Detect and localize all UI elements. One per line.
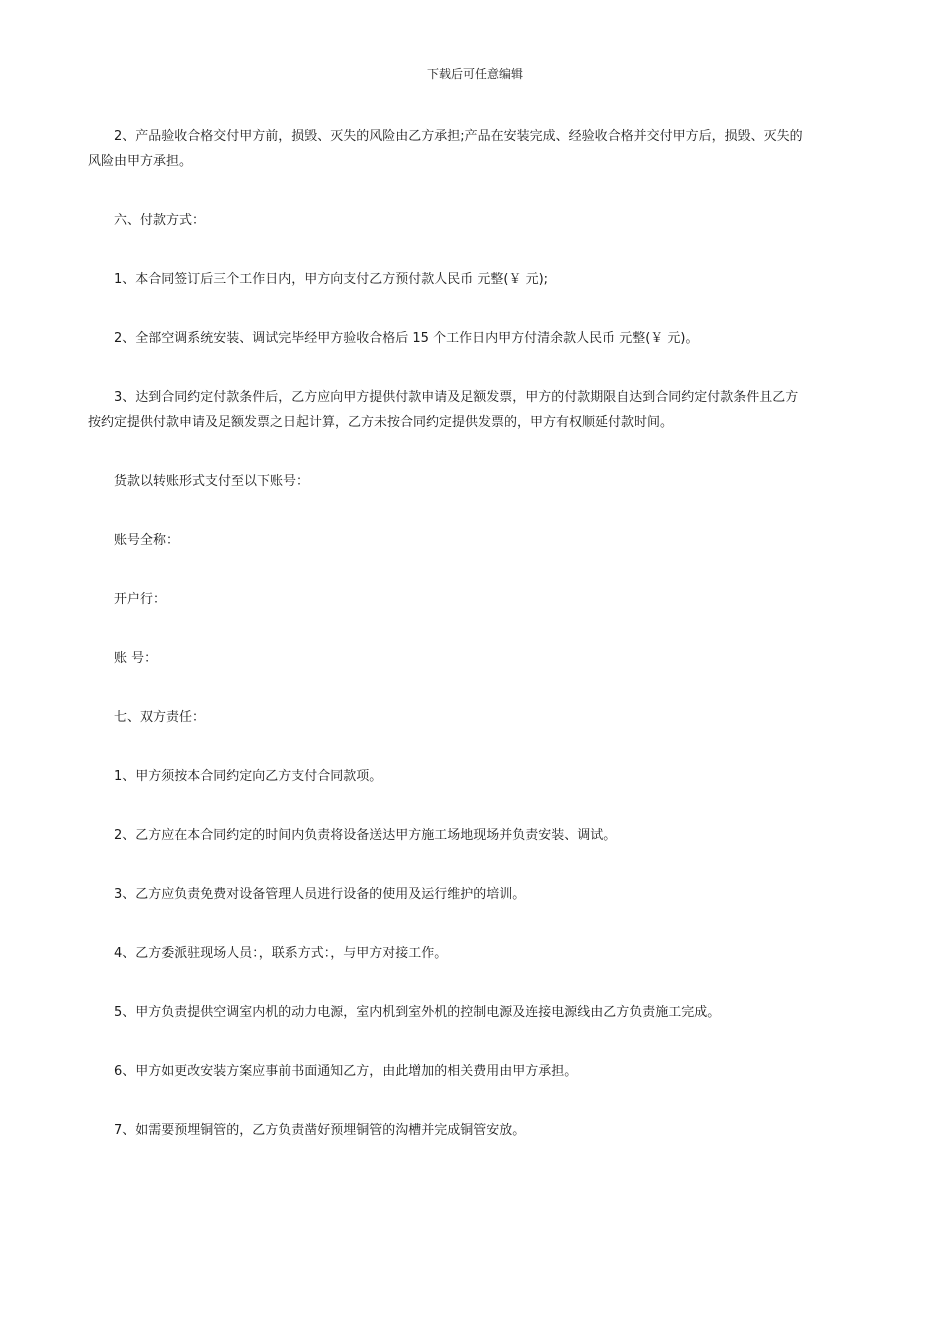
paragraph-gap: [88, 789, 878, 823]
paragraph: [88, 705, 878, 730]
paragraph: [88, 1059, 878, 1084]
paragraph-gap: [88, 435, 878, 469]
paragraph: [88, 124, 878, 174]
paragraph-gap: [88, 1025, 878, 1059]
paragraph: [88, 646, 878, 671]
paragraph-line: 账 号：: [114, 651, 158, 666]
page-header: 下载后可任意编辑: [426, 67, 523, 81]
paragraph: [88, 1118, 878, 1143]
paragraph-line: 六、付款方式：: [114, 213, 206, 228]
paragraph-gap: [88, 351, 878, 385]
paragraph-line: 账号全称：: [114, 533, 180, 548]
paragraph: [88, 267, 878, 292]
paragraph-line: 2、产品验收合格交付甲方前，损毁、灭失的风险由乙方承担;产品在安装完成、经验收合格并交付甲方后，损毁、灭失的: [114, 129, 803, 144]
paragraph: [88, 528, 878, 553]
paragraph: [88, 764, 878, 789]
paragraph-gap: [88, 292, 878, 326]
paragraph: [88, 882, 878, 907]
paragraph: [88, 587, 878, 612]
paragraph-line: 2、全部空调系统安装、调试完毕经甲方验收合格后 15 个工作日内甲方付清余款人民币 元整(￥ 元)。: [114, 331, 699, 346]
paragraph-line: 6、甲方如更改安装方案应事前书面通知乙方，由此增加的相关费用由甲方承担。: [114, 1064, 578, 1079]
paragraph-gap: [88, 848, 878, 882]
paragraph-line: 5、甲方负责提供空调室内机的动力电源，室内机到室外机的控制电源及连接电源线由乙方负责施工完成。: [114, 1005, 721, 1020]
document-body: [88, 124, 878, 1143]
paragraph: [88, 326, 878, 351]
paragraph-gap: [88, 174, 878, 208]
paragraph: [88, 823, 878, 848]
paragraph-gap: [88, 730, 878, 764]
paragraph-line: 开户行：: [114, 592, 167, 607]
paragraph-line: 七、双方责任：: [114, 710, 206, 725]
paragraph: [88, 469, 878, 494]
paragraph: [88, 1000, 878, 1025]
paragraph-gap: [88, 553, 878, 587]
paragraph-gap: [88, 612, 878, 646]
paragraph-line: 货款以转账形式支付至以下账号：: [114, 474, 310, 489]
paragraph-gap: [88, 907, 878, 941]
paragraph-gap: [88, 494, 878, 528]
paragraph-line: 7、如需要预埋铜管的，乙方负责凿好预埋铜管的沟槽并完成铜管安放。: [114, 1123, 526, 1138]
paragraph: [88, 208, 878, 233]
paragraph-line: 3、达到合同约定付款条件后，乙方应向甲方提供付款申请及足额发票，甲方的付款期限自达到合同约定付款条件且乙方: [114, 390, 799, 405]
paragraph-line: 按约定提供付款申请及足额发票之日起计算，乙方未按合同约定提供发票的，甲方有权顺延付款时间。: [88, 415, 674, 430]
paragraph-line: 1、甲方须按本合同约定向乙方支付合同款项。: [114, 769, 383, 784]
paragraph-gap: [88, 1084, 878, 1118]
paragraph-line: 3、乙方应负责免费对设备管理人员进行设备的使用及运行维护的培训。: [114, 887, 526, 902]
paragraph-line: 2、乙方应在本合同约定的时间内负责将设备送达甲方施工场地现场并负责安装、调试。: [114, 828, 617, 843]
paragraph: [88, 385, 878, 435]
paragraph-line: 风险由甲方承担。: [88, 154, 193, 169]
paragraph: [88, 941, 878, 966]
paragraph-line: 4、乙方委派驻现场人员：，联系方式：，与甲方对接工作。: [114, 946, 448, 961]
paragraph-gap: [88, 966, 878, 1000]
paragraph-line: 1、本合同签订后三个工作日内，甲方向支付乙方预付款人民币 元整(￥ 元);: [114, 272, 549, 287]
paragraph-gap: [88, 671, 878, 705]
paragraph-gap: [88, 233, 878, 267]
